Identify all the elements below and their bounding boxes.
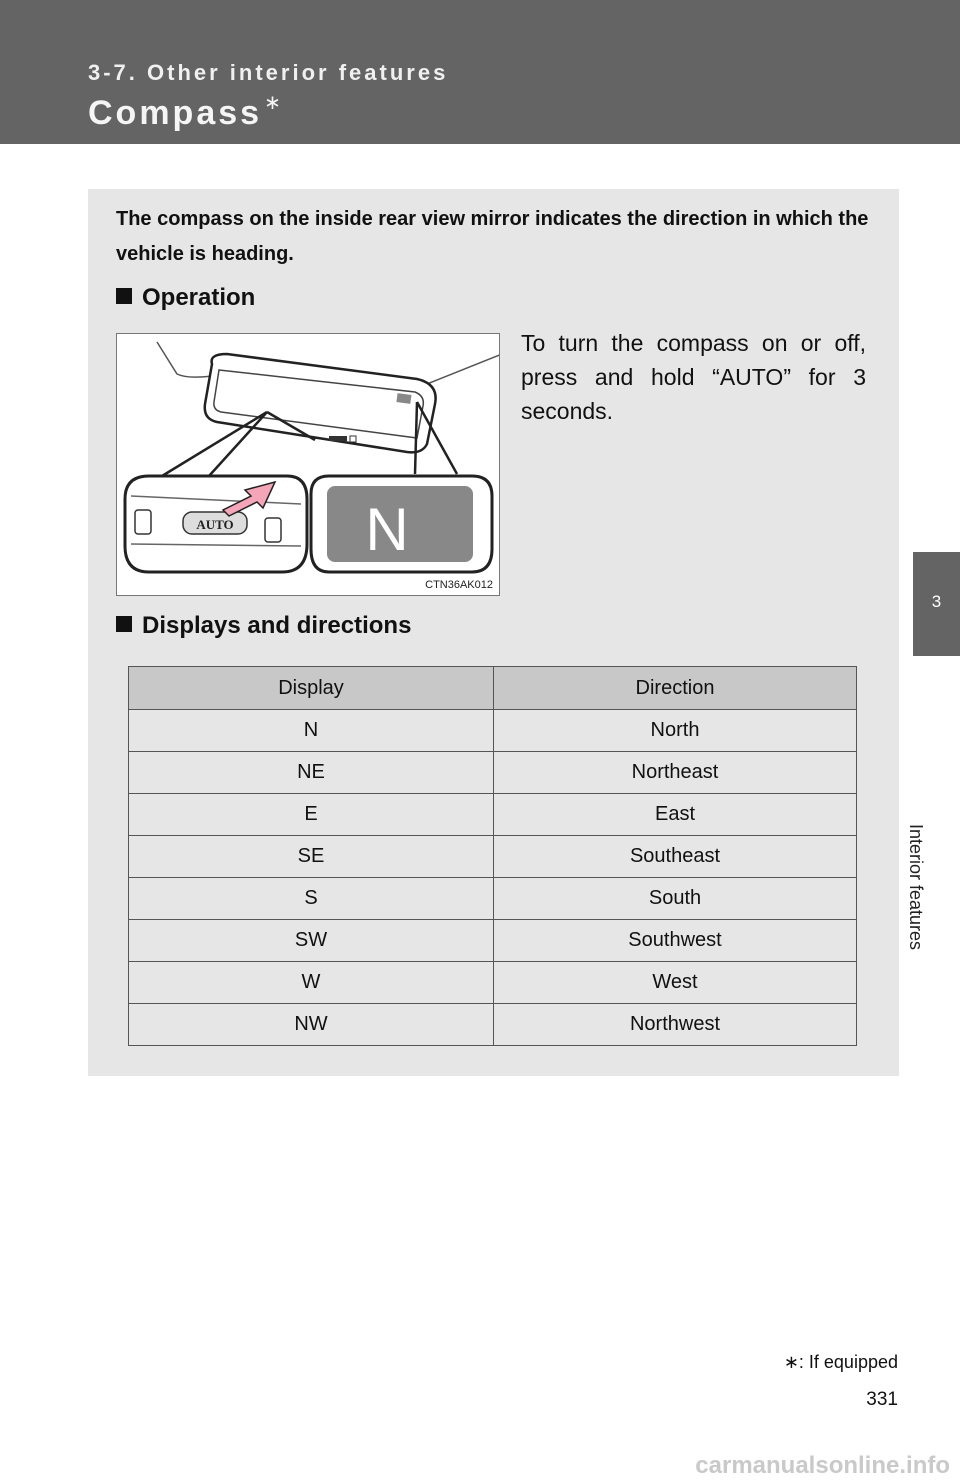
display-cell: NW	[129, 1004, 494, 1046]
direction-cell: West	[494, 962, 857, 1004]
direction-cell: Northwest	[494, 1004, 857, 1046]
auto-button-label: AUTO	[196, 517, 234, 532]
column-header-display: Display	[129, 667, 494, 710]
table-row	[129, 920, 857, 962]
mirror-drawing	[117, 334, 499, 595]
direction-cell: Southwest	[494, 920, 857, 962]
direction-cell: Southeast	[494, 836, 857, 878]
operation-instruction: To turn the compass on or off, press and hold “AUTO” for 3 seconds.	[521, 330, 866, 424]
table-header-row	[129, 667, 857, 710]
display-cell: NE	[129, 752, 494, 794]
square-bullet-icon	[116, 288, 132, 304]
section-label: 3-7. Other interior features	[88, 60, 449, 85]
table-row	[129, 1004, 857, 1046]
table-row	[129, 836, 857, 878]
direction-cell: South	[494, 878, 857, 920]
direction-cell: Northeast	[494, 752, 857, 794]
page-number: 331	[866, 1389, 898, 1410]
display-cell: SE	[129, 836, 494, 878]
directions-table	[128, 666, 857, 1046]
displays-heading-text: Displays and directions	[142, 612, 412, 639]
footnote: ∗: If equipped	[783, 1352, 898, 1372]
square-bullet-icon	[116, 616, 132, 632]
operation-heading	[116, 284, 255, 312]
chapter-number: 3	[931, 592, 942, 611]
direction-cell: East	[494, 794, 857, 836]
operation-heading-text: Operation	[142, 284, 256, 311]
chapter-tab[interactable]	[913, 552, 960, 656]
page-title	[88, 94, 284, 133]
table-row	[129, 962, 857, 1004]
chapter-label: Interior features	[906, 824, 926, 951]
page-header	[0, 0, 960, 144]
display-cell: W	[129, 962, 494, 1004]
display-cell: S	[129, 878, 494, 920]
column-header-direction: Direction	[494, 667, 857, 710]
page-title-text: Compass	[88, 94, 263, 132]
mirror-illustration	[116, 333, 500, 596]
table-row	[129, 710, 857, 752]
table-row	[129, 794, 857, 836]
displays-heading	[116, 612, 411, 640]
table-row	[129, 878, 857, 920]
chapter-tab-label	[906, 664, 960, 951]
direction-cell: North	[494, 710, 857, 752]
intro-text: The compass on the inside rear view mirror indicates the direction in which the vehicle is heading.	[116, 208, 869, 265]
display-cell: SW	[129, 920, 494, 962]
illustration-caption: CTN36AK012	[425, 579, 493, 591]
if-equipped-mark: ∗	[264, 92, 284, 114]
display-cell: E	[129, 794, 494, 836]
compass-display-letter: N	[365, 496, 409, 563]
table-row	[129, 752, 857, 794]
display-cell: N	[129, 710, 494, 752]
watermark: carmanualsonline.info	[695, 1452, 950, 1479]
